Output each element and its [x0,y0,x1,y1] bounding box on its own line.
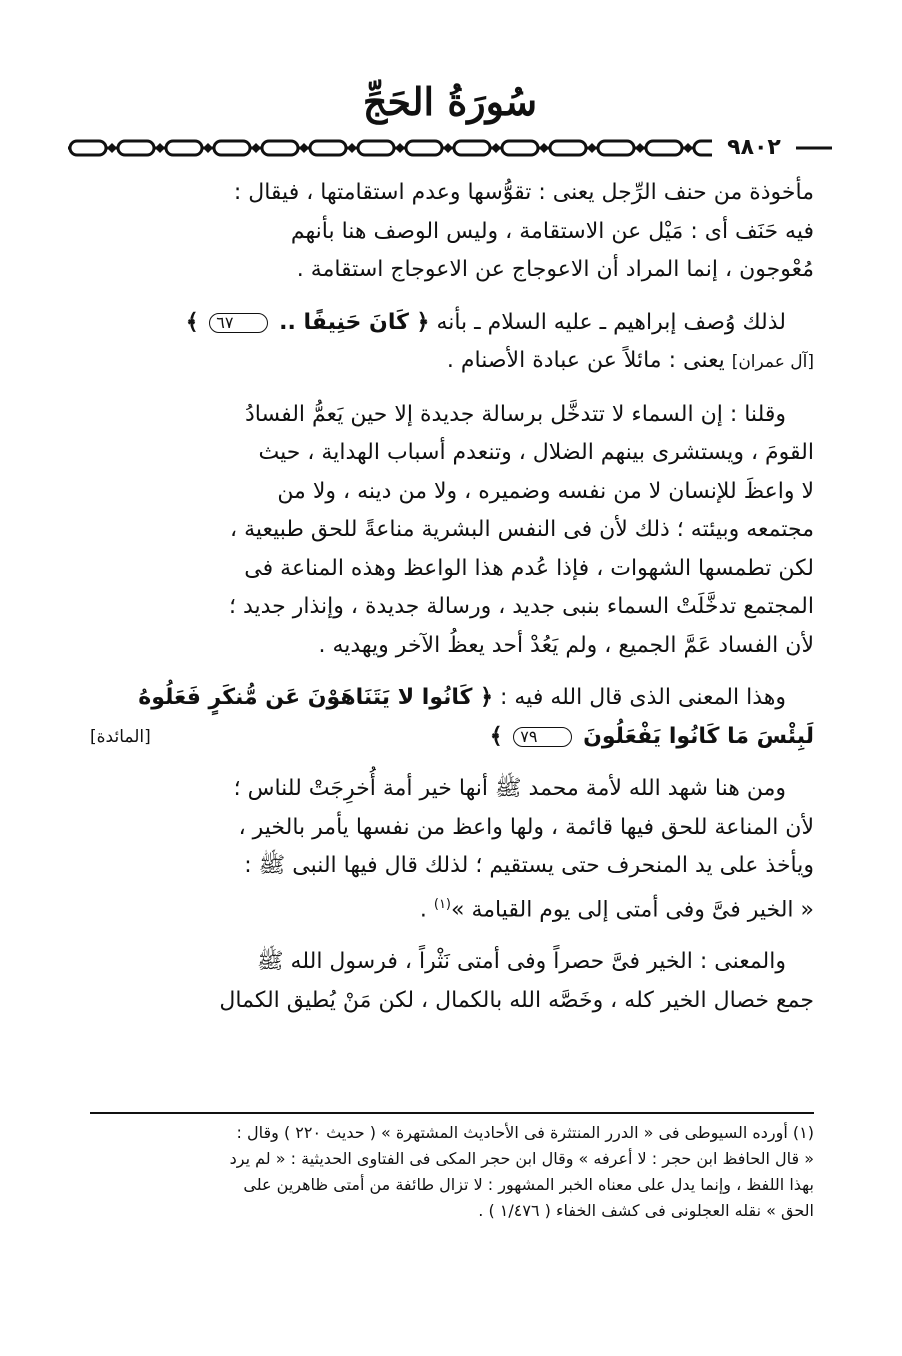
text-line: مأخوذة من حنف الرِّجل يعنى : تقوُّسها وعدم استقامتها ، فيقال : [233,180,814,205]
text-line: جمع خصال الخير كله ، وخَصَّه الله بالكمال ، لكن مَنْ يُطيق الكمال [219,987,814,1013]
verse-source: [آل عمران] [731,352,814,372]
chain-diamond [203,143,213,153]
paragraph-1 [90,174,814,290]
text-line: ومن هنا شهد الله لأمة محمد ﷺ أنها خير أمة أُخرِجَتْ للناس ؛ [233,776,786,801]
chain-link [646,141,682,155]
text-line: لأن الفساد عَمَّ الجميع ، ولم يَعُدْ أحد يعظُ الآخر ويهديه . [318,632,814,658]
footnotes [90,1120,814,1224]
chain-link [166,141,202,155]
chain-link [454,141,490,155]
text-line: لكن تطمسها الشهوات ، فإذا عُدم هذا الواعظ وهذه المناعة فى [244,555,814,581]
text-line-end: . [419,896,434,922]
chain-diamond [347,143,357,153]
page-number: ٩٨٠٢ [712,128,796,168]
chain-diamond [107,143,117,153]
text-line: ويأخذ على يد المنحرف حتى يستقيم ؛ لذلك قال فيها النبى ﷺ : [244,853,814,878]
chain-link [406,141,442,155]
chain-link [358,141,394,155]
paragraph-3 [90,396,814,666]
paragraph-2 [90,304,814,382]
paragraph-4 [90,679,814,756]
surah-title-calligraphy: سُورَةُ الحَجِّ [362,79,538,124]
footnote-divider [90,1112,814,1114]
text-line: لأن المناعة للحق فيها قائمة ، ولها واعظ من نفسها يأمر بالخير ، [238,814,814,840]
chain-link [310,141,346,155]
chain-diamond [587,143,597,153]
chain-link [70,141,106,155]
chain-link [118,141,154,155]
chain-diamond [539,143,549,153]
paragraph-5 [90,770,814,929]
text-line: لا واعظَ للإنسان لا من نفسه وضميره ، ولا من دينه ، ولا من [277,478,814,504]
quran-verse: ﴿ كَانَ حَنِيفًا .. [271,309,430,335]
chain-diamond [443,143,453,153]
text-line: مُعْوجون ، إنما المراد أن الاعوجاج عن الاعوجاج استقامة . [296,257,814,282]
chain-diamond [395,143,405,153]
verse-close-bracket: ﴾ [489,723,511,749]
footnote-line: الحق » نقله العجلونى فى كشف الخفاء ( ١/٤٧٦ ) . [478,1201,814,1220]
chain-diamond [491,143,501,153]
footnote-reference: (١) [433,896,451,912]
text-line: والمعنى : الخير فىَّ حصراً وفى أمتى نَثْراً ، فرسول الله ﷺ [256,949,786,975]
chain-diamond [683,143,693,153]
verse-number: ٦٧ [209,313,268,333]
chain-diamond [155,143,165,153]
verse-number: ٧٩ [513,727,572,747]
chain-diamond [299,143,309,153]
verse-source: [المائدة] [90,726,151,747]
chain-link [502,141,538,155]
chain-link [550,141,586,155]
verse-close-bracket: ﴾ [185,309,207,335]
text-line: المجتمع تدخَّلَتْ السماء بنبى جديد ، ورسالة جديدة ، وإنذار جديد ؛ [228,594,814,619]
chain-diamond [635,143,645,153]
main-text [90,174,814,1020]
footnote-line: (١) أورده السيوطى فى « الدرر المنتثرة فى الأحاديث المشتهرة » ( حديث ٢٢٠ ) وقال : [236,1123,814,1142]
text-line: القومَ ، ويستشرى بينهم الضلال ، وتنعدم أسباب الهداية ، حيث [258,440,814,465]
footnote-line: « قال الحافظ ابن حجر : لا أعرفه » وقال ابن حجر المكى فى الفتاوى الحديثية : « لم يرد [229,1149,814,1168]
chain-diamond [251,143,261,153]
text-line: وقلنا : إن السماء لا تتدخَّل برسالة جديدة إلا حين يَعمُّ الفسادُ [244,401,786,427]
chain-link [598,141,634,155]
text-line: « الخير فىَّ وفى أمتى إلى يوم القيامة » [451,896,814,922]
chain-link [262,141,298,155]
chain-link [214,141,250,155]
quran-verse-continued: لَبِئْسَ مَا كَانُوا يَفْعَلُونَ [575,723,814,749]
quran-verse: ﴿ كَانُوا لا يَتَنَاهَوْنَ عَن مُّنكَرٍ فَعَلُوهُ [138,685,493,710]
text-line: فيه حَنَف أى : مَيْل عن الاستقامة ، وليس الوصف هنا بأنهم [290,218,814,244]
text-line: يعنى : مائلاً عن عبادة الأصنام . [446,348,732,373]
text-line: مجتمعه وبيئته ؛ ذلك لأن فى النفس البشرية مناعةً للحق طبيعية ، [229,517,814,542]
footnote-line: بهذا اللفظ ، وإنما يدل على معناه الخبر المشهور : لا تزال طائفة من أمتى ظاهرين على [243,1175,814,1194]
text-line: لذلك وُصف إبراهيم ـ عليه السلام ـ بأنه [436,309,786,335]
paragraph-6 [90,943,814,1020]
text-line: وهذا المعنى الذى قال الله فيه : [499,685,786,710]
